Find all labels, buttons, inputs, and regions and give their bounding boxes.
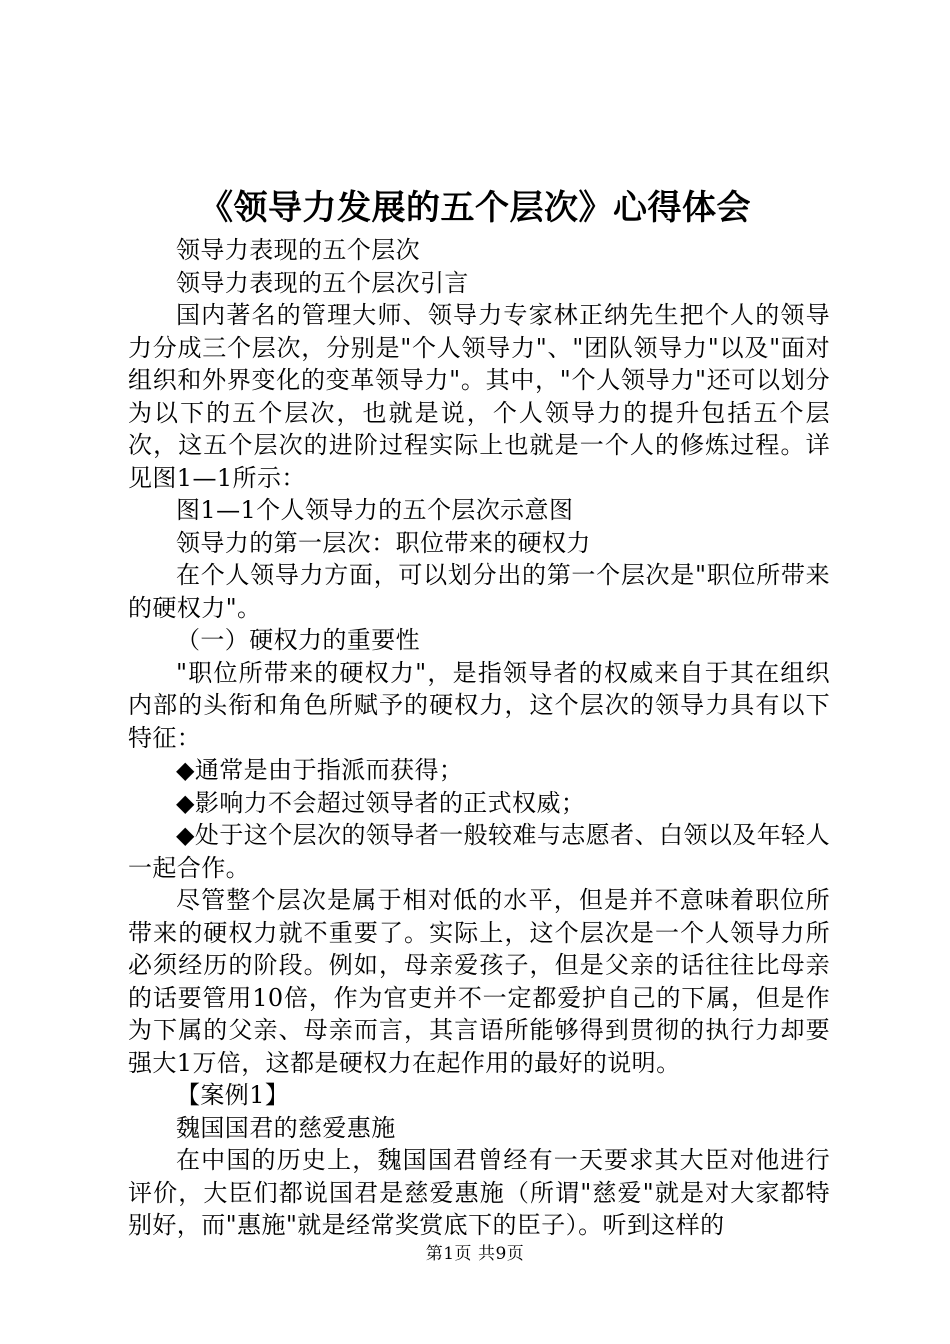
paragraph: 国内著名的管理大师、领导力专家林正纳先生把个人的领导力分成三个层次，分别是"个人领导力"、"团队领导力"以及"面对组织和外界变化的变革领导力"。其中，"个人领导力"还可以划分为以下的五个层次，也就是说，个人领导力的提升包括五个层次，这五个层次的进阶过程实际上也就是一个人的修炼过程。详见图1—1所示： (128, 301, 830, 492)
paragraph: 在中国的历史上，魏国国君曾经有一天要求其大臣对他进行评价，大臣们都说国君是慈爱惠施（所谓"慈爱"就是对大家都特别好，而"惠施"就是经常奖赏底下的臣子）。听到这样的 (128, 1146, 830, 1239)
document-body (128, 234, 830, 1242)
case-label: 【案例1】 (176, 1081, 290, 1109)
bullet-item: ◆通常是由于指派而获得； (176, 756, 464, 784)
paragraph-subheading: （一）硬权力的重要性 (176, 626, 420, 654)
paragraph: 在个人领导力方面，可以划分出的第一个层次是"职位所带来的硬权力"。 (128, 561, 830, 622)
paragraph-section-heading: 领导力表现的五个层次 (176, 236, 420, 264)
paragraph-intro-heading: 领导力表现的五个层次引言 (176, 268, 469, 297)
document-title: 《领导力发展的五个层次》心得体会 (199, 188, 751, 228)
bullet-item: ◆影响力不会超过领导者的正式权威； (176, 788, 586, 817)
paragraph-level-one-heading: 领导力的第一层次：职位带来的硬权力 (176, 528, 591, 557)
page-footer: 第1页 共9页 (425, 1244, 525, 1264)
paragraph: 尽管整个层次是属于相对低的水平，但是并不意味着职位所带来的硬权力就不重要了。实际上，这个层次是一个人领导力所必须经历的阶段。例如，母亲爱孩子，但是父亲的话往往比母亲的话要管用10倍，作为官吏并不一定都爱护自己的下属，但是作为下属的父亲、母亲而言，其言语所能够得到贯彻的执行力却要强大1万倍，这都是硬权力在起作用的最好的说明。 (128, 886, 830, 1077)
figure-caption: 图1—1个人领导力的五个层次示意图 (176, 496, 574, 524)
paragraph: "职位所带来的硬权力"，是指领导者的权威来自于其在组织内部的头衔和角色所赋予的硬权力，这个层次的领导力具有以下特征： (128, 658, 830, 752)
bullet-item: ◆处于这个层次的领导者一般较难与志愿者、白领以及年轻人一起合作。 (128, 821, 830, 882)
case-title: 魏国国君的慈爱惠施 (176, 1113, 396, 1142)
